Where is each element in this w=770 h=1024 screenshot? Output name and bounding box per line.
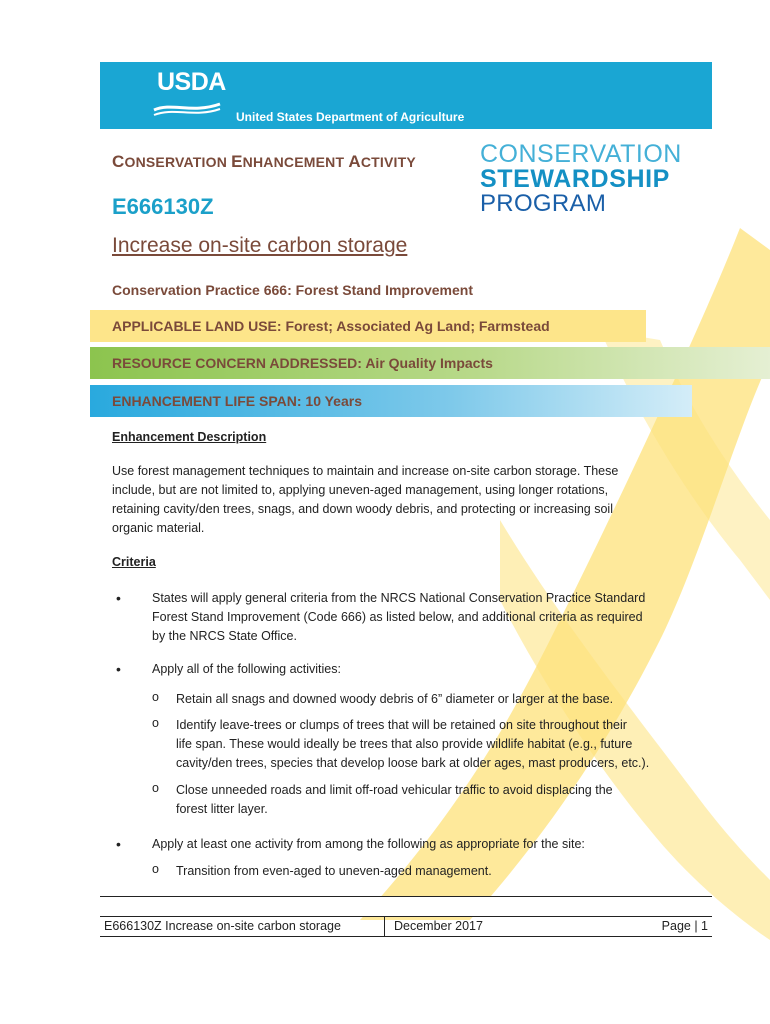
description-heading: Enhancement Description (112, 430, 267, 444)
life-span-band: ENHANCEMENT LIFE SPAN: 10 Years (90, 385, 692, 417)
criteria-line: by the NRCS State Office. (152, 629, 297, 643)
footer-doc-title: E666130Z Increase on-site carbon storage (104, 919, 341, 933)
sub-bullet-marker: o (152, 781, 159, 795)
footer-divider (384, 917, 385, 936)
criteria-subitem-line: life span. These would ideally be trees that also provide wildlife habitat (e.g., future (176, 737, 633, 751)
csp-logo-line1: CONSERVATION (480, 140, 682, 168)
bullet-marker: • (116, 661, 121, 677)
criteria-item-2: Apply all of the following activities: (152, 662, 341, 676)
csp-logo-line3: PROGRAM (480, 190, 607, 217)
criteria-line: Forest Stand Improvement (Code 666) as listed below, and additional criteria as required (152, 610, 643, 624)
sub-bullet-marker: o (152, 862, 159, 876)
agency-name: United States Department of Agriculture (236, 110, 465, 124)
description-line: retaining cavity/den trees, snags, and down woody debris, and protecting or increasing soil (112, 502, 613, 516)
resource-concern-band: RESOURCE CONCERN ADDRESSED: Air Quality Impacts (90, 347, 770, 379)
usda-banner (100, 62, 712, 129)
criteria-line: States will apply general criteria from the NRCS National Conservation Practice Standard (152, 591, 646, 605)
footer-rule (100, 896, 712, 917)
description-line: include, but are not limited to, applying uneven-aged management, using longer rotations, (112, 483, 609, 497)
criteria-subitem-line: Identify leave-trees or clumps of trees that will be retained on site throughout their (176, 718, 627, 732)
csp-logo (480, 142, 682, 216)
sub-bullet-marker: o (152, 690, 159, 704)
criteria-subitem-line: forest litter layer. (176, 802, 268, 816)
criteria-subitem (176, 781, 716, 819)
footer-row (100, 916, 712, 937)
criteria-subitem (176, 690, 716, 709)
description-text (112, 462, 692, 538)
criteria-item-3: Apply at least one activity from among the following as appropriate for the site: (152, 837, 585, 851)
page-footer (100, 896, 712, 936)
usda-wordmark: USDA (157, 68, 226, 96)
page-title: Increase on-site carbon storage (112, 234, 408, 257)
activity-type-label: CONSERVATION ENHANCEMENT ACTIVITY (112, 152, 416, 171)
description-line: Use forest management techniques to maintain and increase on-site carbon storage. These (112, 464, 619, 478)
sub-bullet-marker: o (152, 716, 159, 730)
bullet-marker: • (116, 590, 121, 606)
criteria-subitem-line: cavity/den trees, species that develop loose bark at older ages, mast producers, etc.). (176, 756, 650, 770)
criteria-heading: Criteria (112, 555, 156, 569)
criteria-subitem-line: Close unneeded roads and limit off-road vehicular traffic to avoid displacing the (176, 783, 613, 797)
criteria-subitem (176, 716, 716, 773)
footer-date: December 2017 (394, 919, 483, 933)
land-use-band: APPLICABLE LAND USE: Forest; Associated Ag Land; Farmstead (90, 310, 646, 342)
criteria-item-1 (152, 589, 712, 646)
footer-page-number: Page | 1 (661, 919, 708, 933)
csp-logo-line2: STEWARDSHIP (480, 165, 670, 193)
practice-line: Conservation Practice 666: Forest Stand Improvement (112, 282, 473, 298)
enhancement-code: E666130Z (112, 194, 214, 219)
criteria-subitem-line: Retain all snags and downed woody debris of 6” diameter or larger at the base. (176, 692, 614, 706)
bullet-marker: • (116, 836, 121, 852)
criteria-subitem: Transition from even-aged to uneven-aged management. (176, 864, 492, 878)
description-line: organic material. (112, 521, 205, 535)
